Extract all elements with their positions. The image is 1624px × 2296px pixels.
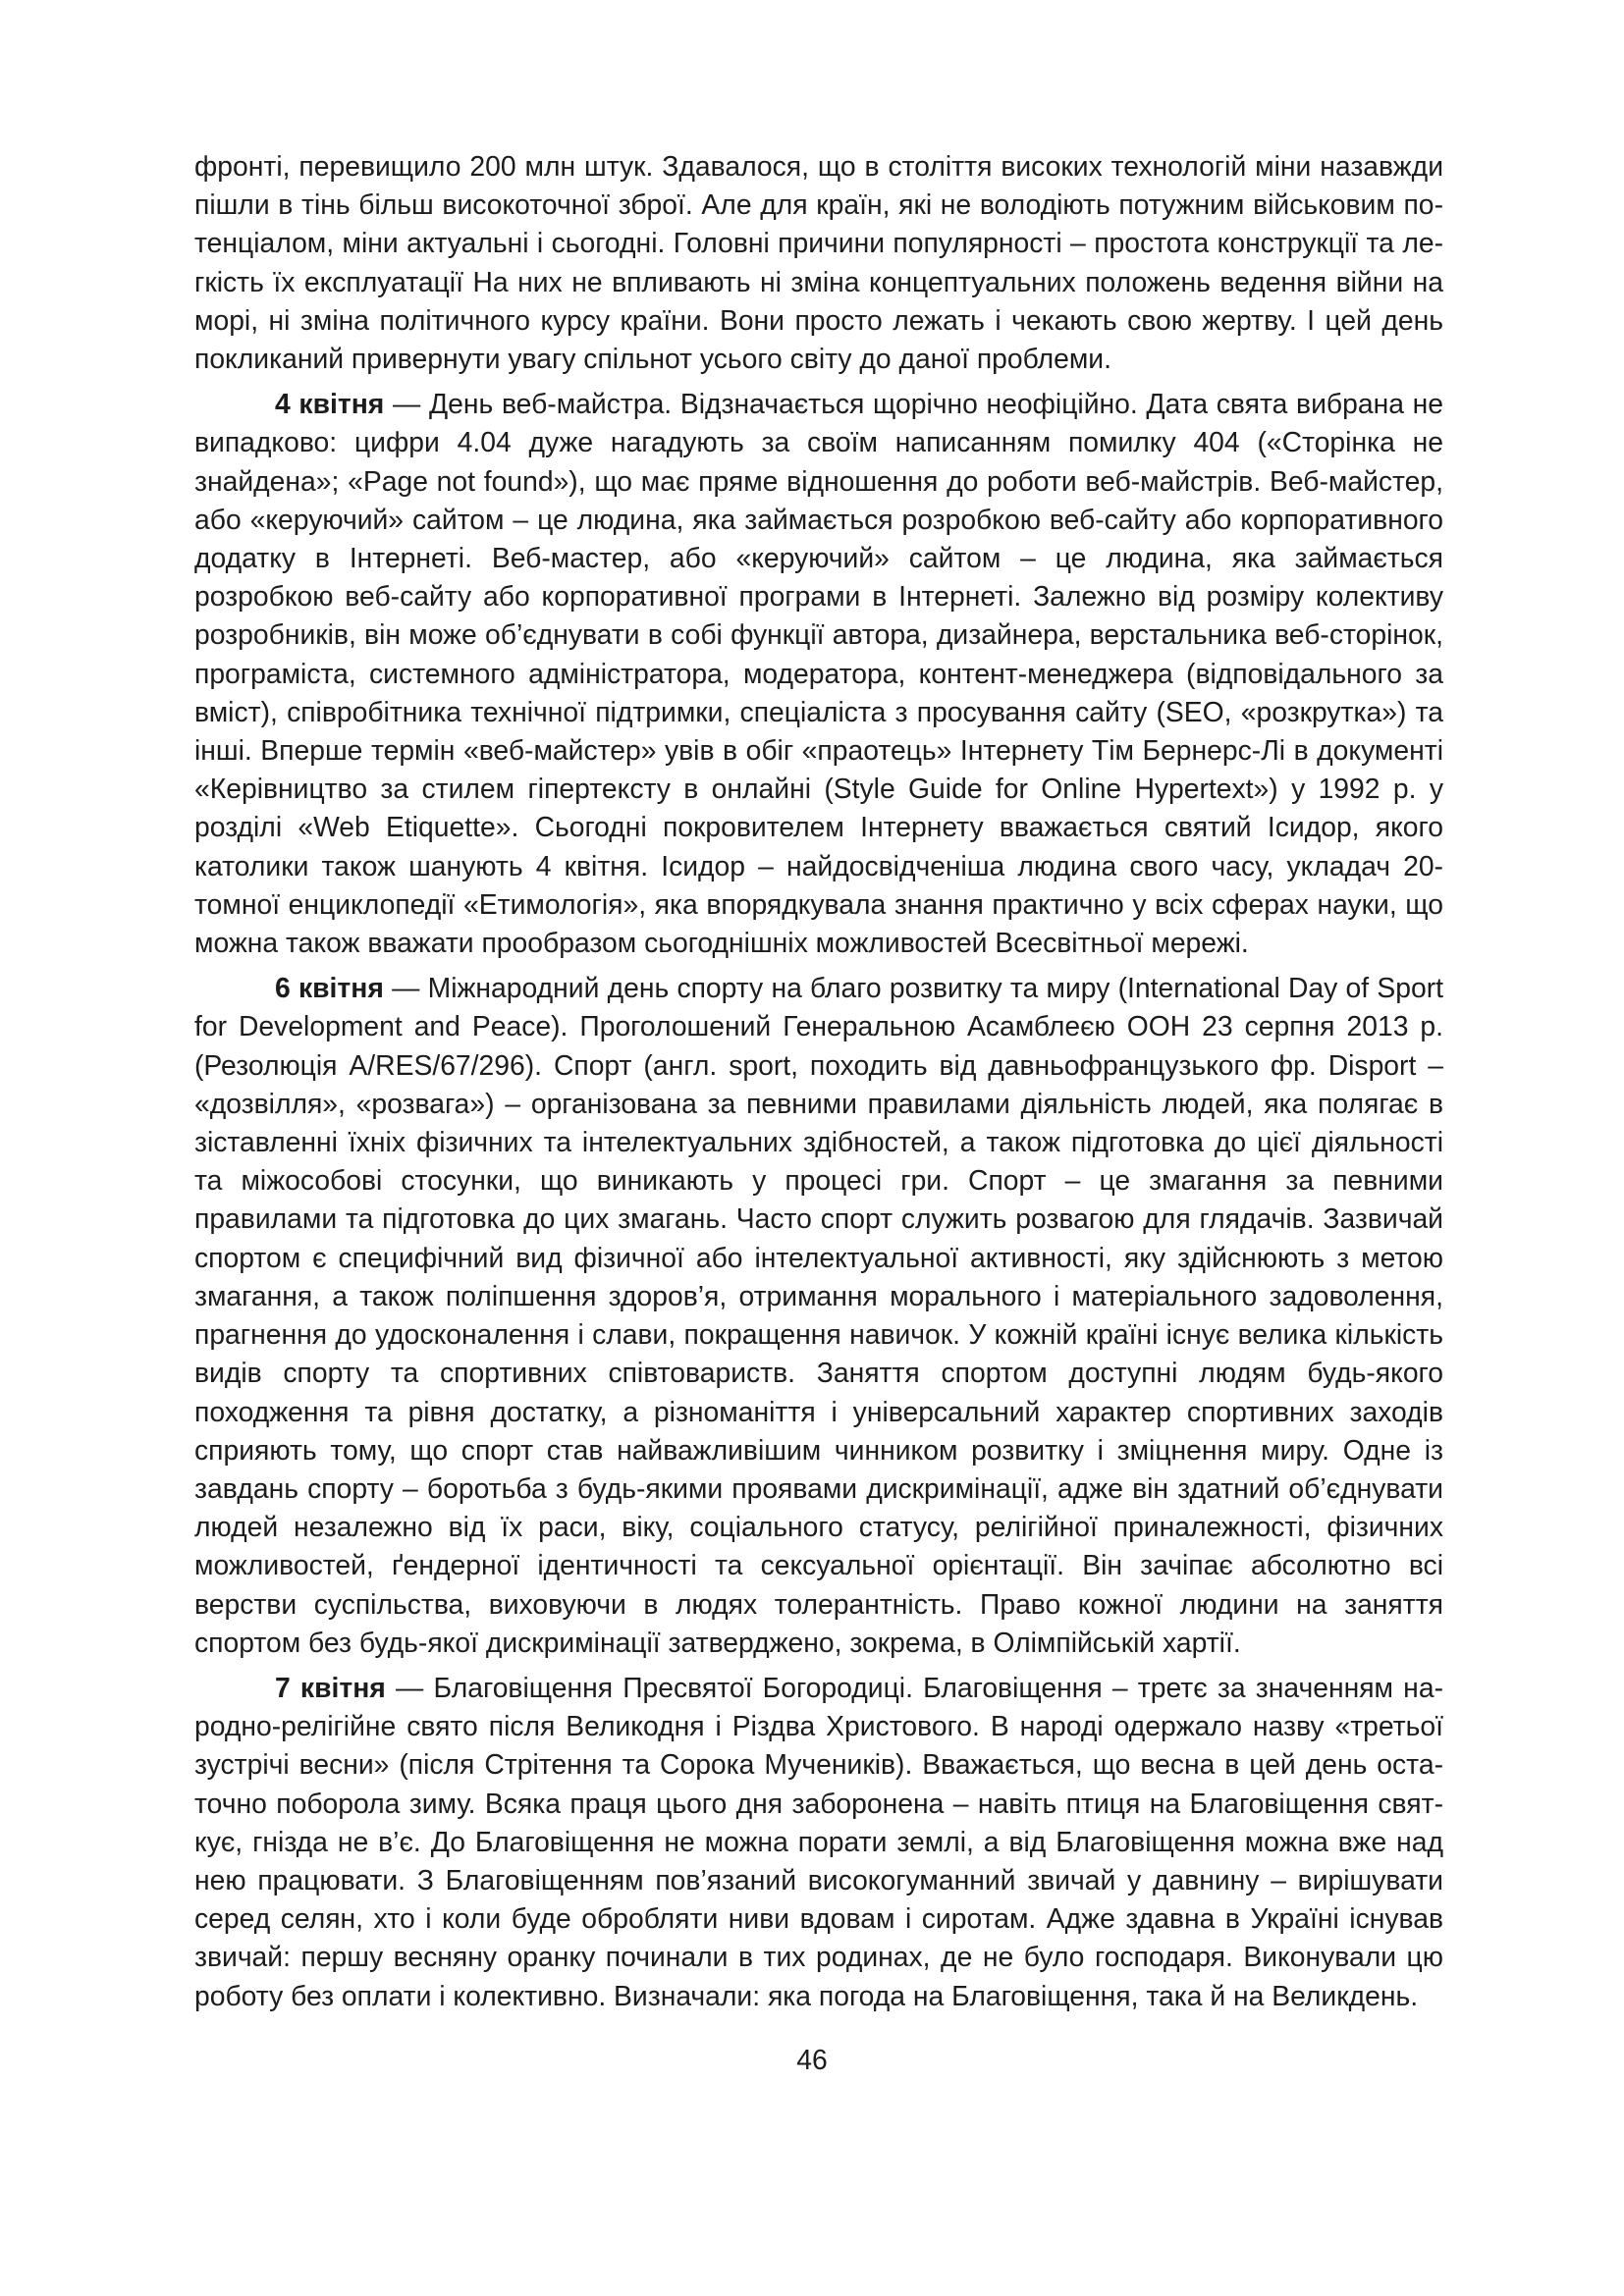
paragraph-date: 7 квітня	[275, 1671, 386, 1703]
document-body	[194, 147, 1443, 2022]
page-number: 46	[796, 2044, 828, 2075]
paragraph-continuation	[194, 147, 1443, 378]
paragraph-date: 6 квітня	[275, 972, 384, 1004]
paragraph-april-7	[194, 1669, 1443, 2015]
paragraph-april-6	[194, 969, 1443, 1662]
paragraph-april-4	[194, 385, 1443, 962]
paragraph-text: — День веб-майстра. Відзначається щорічно неофіційно. Дата свята вибрана не випадково: цифри 4.04 дуже нагадують за своїм написанням помилку 404 («Сторінка не знайдена»; «Page not found»), що має пряме відношення до роботи веб-майстрів. Веб-майстер, або «керуючий» сайтом – це людина, яка займається розробкою веб-сайту або корпоративного додатку в Інтернеті. Веб-мастер, або «керуючий» сайтом – це людина, яка займається розробкою веб-сайту або корпоративної програми в Інтернеті. Залежно від розміру колективу розробників, він може об’єднувати в собі функції автора, дизайнера, верстальника веб-сторінок, програміста, системного адміністратора, модератора, контент-менеджера (відповідального за вміст), співробітника технічної підтримки, спеціаліста з просування сайту (SEO, «розкрутка») та інші. Вперше термін «веб-майстер» увів в обіг «праотець» Інтернету Тім Бернерс-Лі в документі «Керівництво за стилем гіпертексту в онлайні (Style Guide for Online Hypertext») у 1992 р. у розділі «Web Etiquette». Сьогодні покровителем Інтернету вважається святий Ісидор, якого католики також шанують 4 квітня. Ісидор – найдосвідченіша людина свого часу, укладач 20-томної енциклопедії «Етимологія», яка впорядкувала знання практично у всіх сферах науки, що можна також вважати прообразом сьогоднішніх можливостей Всесвітньої мережі.	[194, 388, 1443, 959]
paragraph-text: — Міжнародний день спорту на благо розвитку та миру (International Day of Sport for Development and Peace). Проголошений Генеральною Асамблеєю ООН 23 серпня 2013 р. (Резолюція A/RES/67/296). Спорт (англ. sport, походить від давньофранцузького фр. Disport – «дозвілля», «розвага») – організована за певними правилами діяльність людей, яка полягає в зіставленні їхніх фізичних та інтелектуальних здібностей, а також підготовка до цієї діяльності та міжособові стосунки, що виникають у процесі гри. Спорт – це змагання за певними правилами та підготовка до цих змагань. Часто спорт служить розвагою для глядачів. Зазвичай спортом є специфічний вид фізичної або інтелектуальної активності, яку здійснюють з метою змагання, а також поліпшення здоров’я, отримання морального і матеріального задоволення, прагнення до удосконалення і слави, покращення навичок. У кожній країні існує велика кількість видів спорту та спортивних співтовариств. Заняття спортом доступні людям будь-якого походження та рівня достатку, а різноманіття і універсальний характер спортивних заходів сприяють тому, що спорт став найважливішим чинником розвитку і зміцнення миру. Одне із завдань спорту – боротьба з будь-якими проявами дискримінації, адже він здатний об’єднувати людей незалежно від їх раси, віку, соціального статусу, релігійної приналежності, фізичних можливостей, ґендерної ідентичності та сексуальної орієнтації. Він зачіпає абсолютно всі верстви суспільства, виховуючи в людях толерантність. Право кожної людини на заняття спортом без будь-якої дискримінації затверджено, зокрема, в Олімпійській хартії.	[194, 972, 1443, 1658]
paragraph-date: 4 квітня	[275, 388, 385, 420]
paragraph-text: фронті, перевищило 200 млн штук. Здавалося, що в століття високих технологій міни назавжди пішли в тінь більш високоточної зброї. Але для країн, які не володіють потужним військовим потенціалом, міни актуальні і сьогодні. Головні причини популярності – простота конструкції та легкість їх експлуатації На них не впливають ні зміна концептуальних положень ведення війни на морі, ні зміна політичного курсу країни. Вони просто лежать і чекають свою жертву. І цей день покликаний привернути увагу спільнот усього світу до даної проблеми.	[194, 150, 1443, 375]
paragraph-text: — Благовіщення Пресвятої Богородиці. Благовіщення – третє за значенням народно-релігійне свято після Великодня і Різдва Христового. В народі одержало назву «третьої зустрічі весни» (після Стрітення та Сорока Мучеників). Вважається, що весна в цей день остаточно поборола зиму. Всяка праця цього дня заборонена – навіть птиця на Благовіщення святкує, гнізда не в’є. До Благовіщення не можна порати землі, а від Благовіщення можна вже над нею працювати. З Благовіщенням пов’язаний високогуманний звичай у давнину – вирішувати серед селян, хто і коли буде обробляти ниви вдовам і сиротам. Адже здавна в Україні існував звичай: першу весняну оранку починали в тих родинах, де не було господаря. Виконували цю роботу без оплати і колективно. Визначали: яка погода на Благовіщення, така й на Великдень.	[194, 1671, 1443, 2011]
